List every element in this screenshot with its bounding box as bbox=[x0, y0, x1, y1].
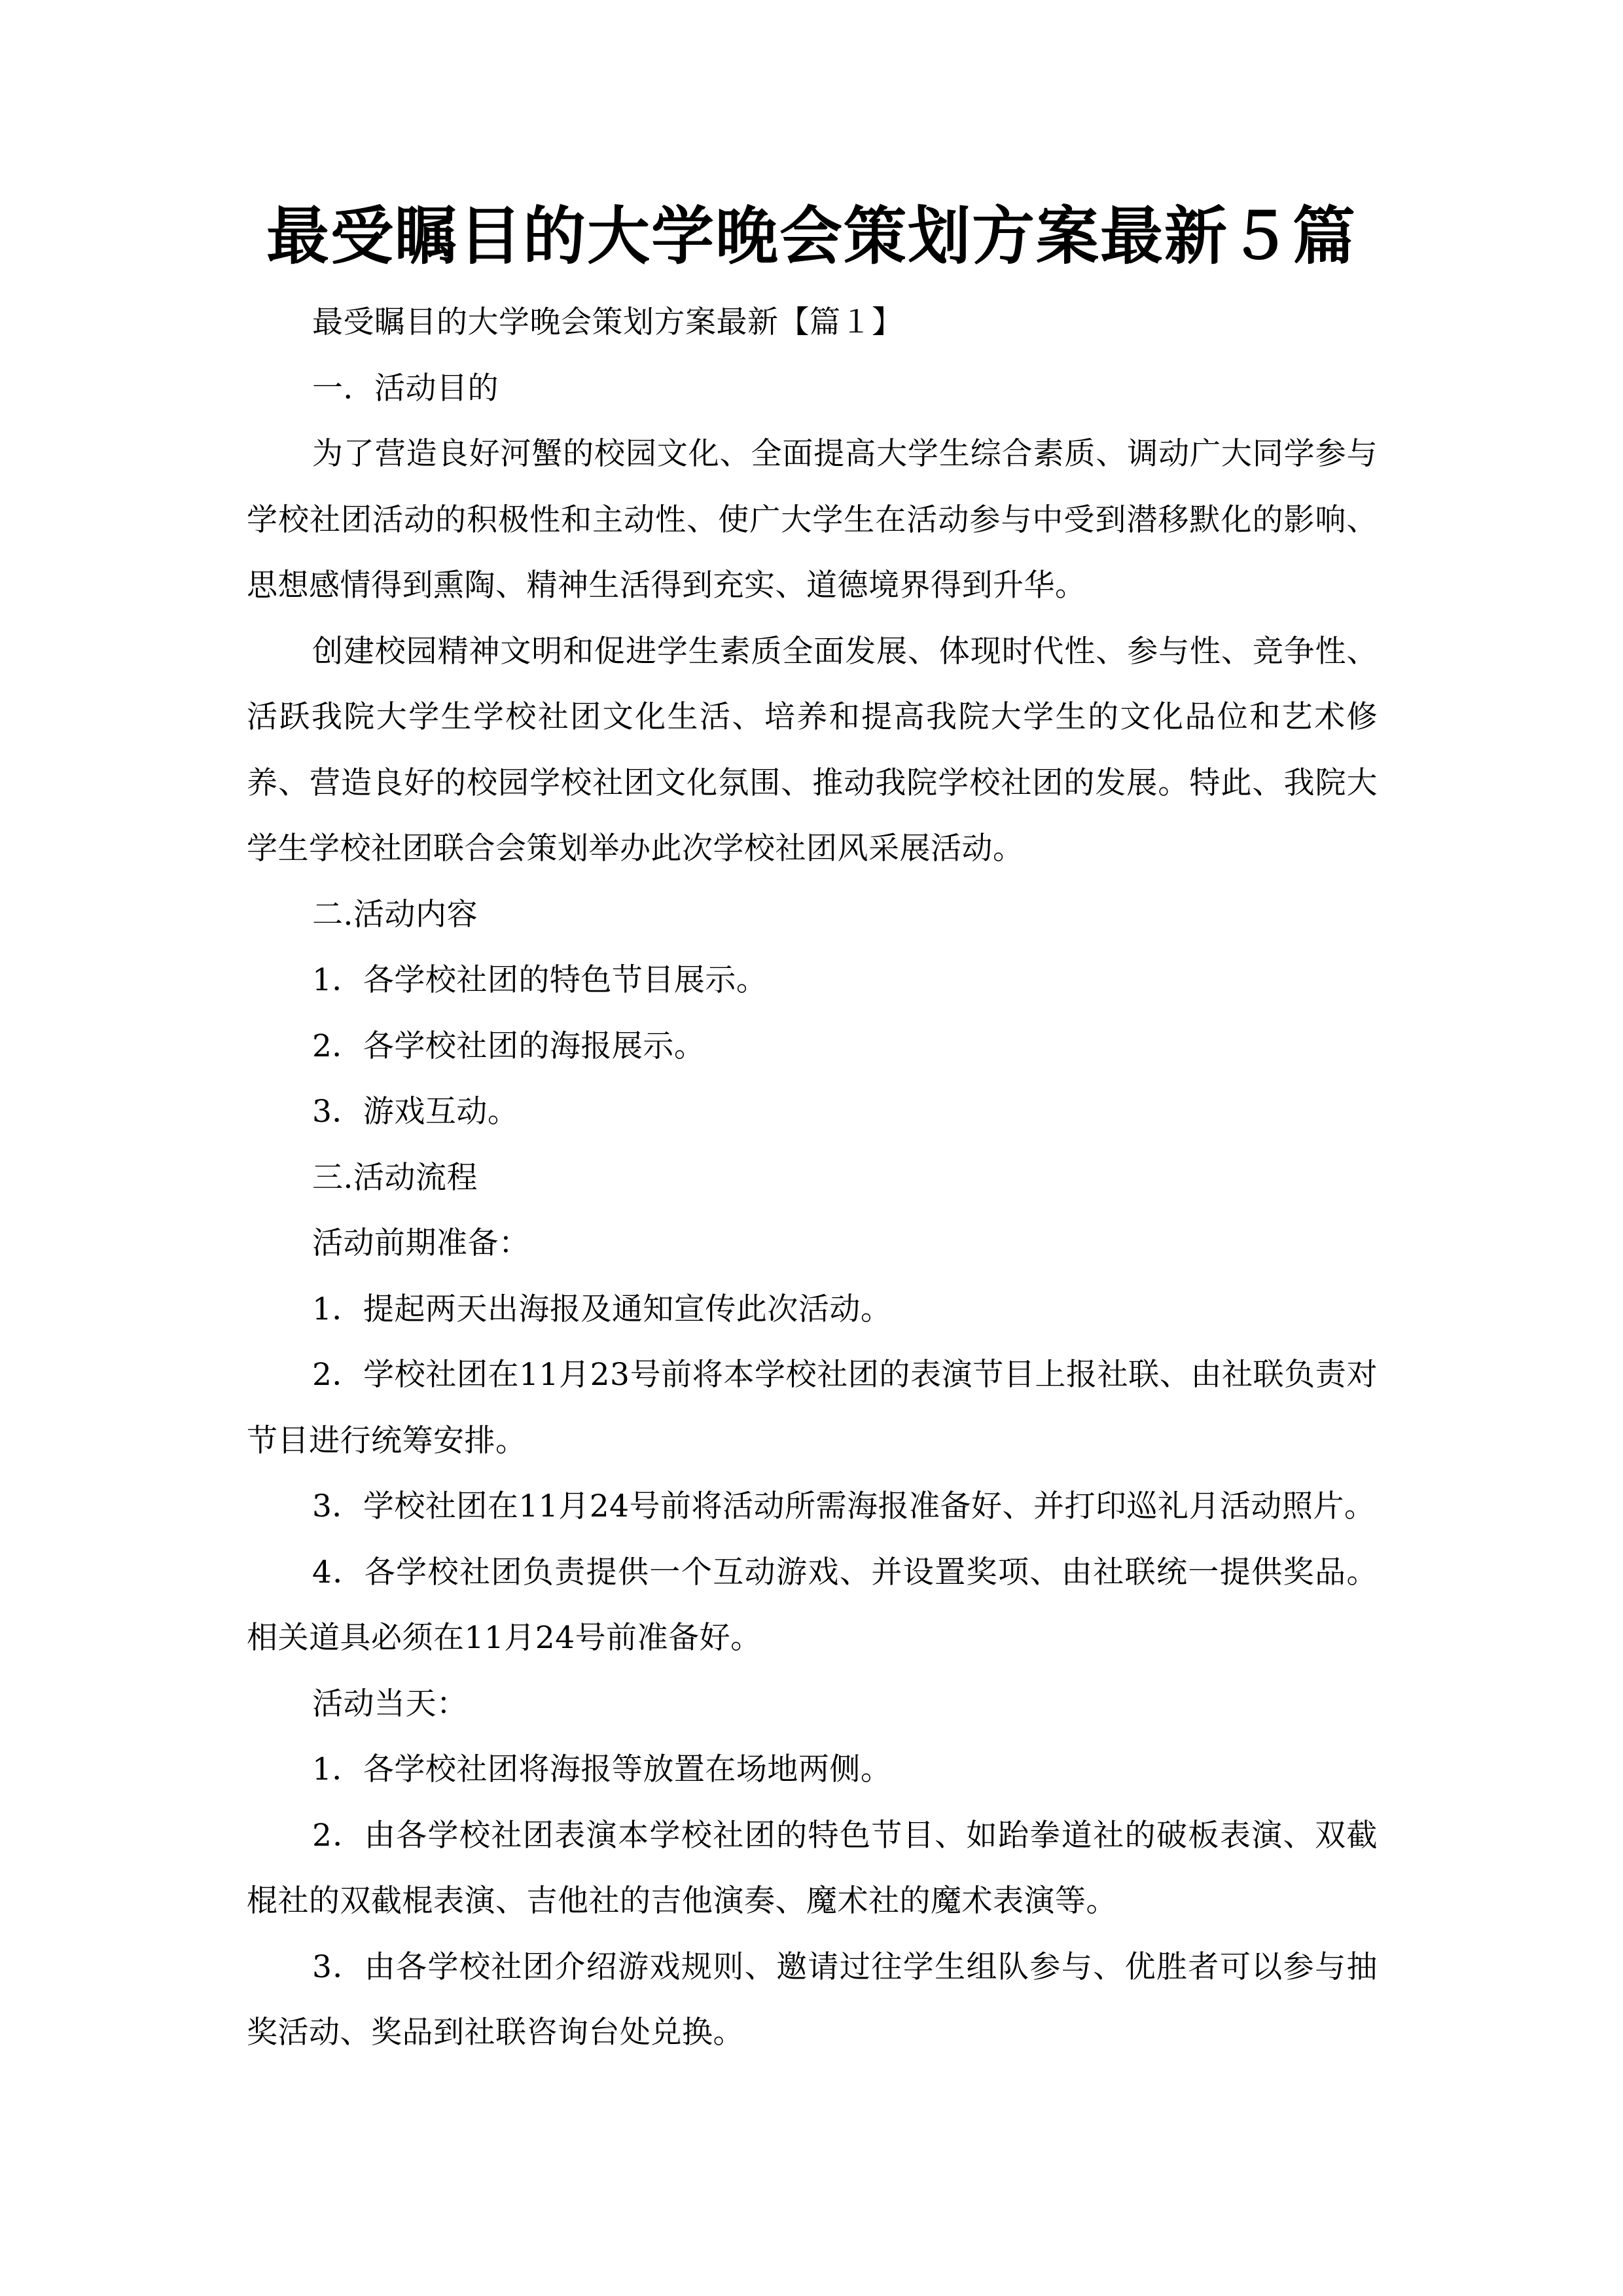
day-item-3: 3．由各学校社团介绍游戏规则、邀请过往学生组队参与、优胜者可以参与抽奖活动、奖品到社联咨询台处兑换。 bbox=[247, 1948, 1378, 2051]
document-title: 最受瞩目的大学晚会策划方案最新５篇 bbox=[266, 199, 1357, 273]
section-heading: 最受瞩目的大学晚会策划方案最新【篇１】 bbox=[312, 304, 903, 340]
heading-activity-flow: 三.活动流程 bbox=[312, 1159, 478, 1196]
paragraph-purpose-1: 为了营造良好河蟹的校园文化、全面提高大学生综合素质、调动广大同学参与学校社团活动的积极性和主动性、使广大学生在活动参与中受到潜移默化的影响、思想感情得到熏陶、精神生活得到充实、道德境界得到升华。 bbox=[247, 436, 1378, 603]
prep-item-1: 1．提起两天出海报及通知宣传此次活动。 bbox=[312, 1291, 892, 1327]
subheading-preparation: 活动前期准备： bbox=[312, 1225, 530, 1261]
prep-item-3: 3．学校社团在11月24号前将活动所需海报准备好、并打印巡礼月活动照片。 bbox=[312, 1488, 1376, 1524]
document-body bbox=[247, 290, 1378, 2066]
content-item-3: 3．游戏互动。 bbox=[312, 1094, 519, 1130]
content-item-2: 2．各学校社团的海报展示。 bbox=[312, 1028, 705, 1064]
prep-item-2: 2．学校社团在11月23号前将本学校社团的表演节目上报社联、由社联负责对节目进行统筹安排。 bbox=[247, 1357, 1378, 1459]
subheading-event-day: 活动当天： bbox=[312, 1685, 468, 1722]
prep-item-4: 4．各学校社团负责提供一个互动游戏、并设置奖项、由社联统一提供奖品。相关道具必须在11月24号前准备好。 bbox=[247, 1554, 1378, 1656]
heading-activity-purpose: 一．活动目的 bbox=[312, 370, 499, 406]
day-item-1: 1．各学校社团将海报等放置在场地两侧。 bbox=[312, 1751, 892, 1787]
day-item-2: 2．由各学校社团表演本学校社团的特色节目、如跆拳道社的破板表演、双截棍社的双截棍表演、吉他社的吉他演奏、魔术社的魔术表演等。 bbox=[247, 1817, 1378, 1919]
paragraph-purpose-2: 创建校园精神文明和促进学生素质全面发展、体现时代性、参与性、竞争性、活跃我院大学生学校社团文化生活、培养和提高我院大学生的文化品位和艺术修养、营造良好的校园学校社团文化氛围、推动我院学校社团的发展。特此、我院大学生学校社团联合会策划举办此次学校社团风采展活动。 bbox=[247, 633, 1378, 867]
content-item-1: 1．各学校社团的特色节目展示。 bbox=[312, 962, 768, 998]
heading-activity-content: 二.活动内容 bbox=[312, 896, 478, 933]
